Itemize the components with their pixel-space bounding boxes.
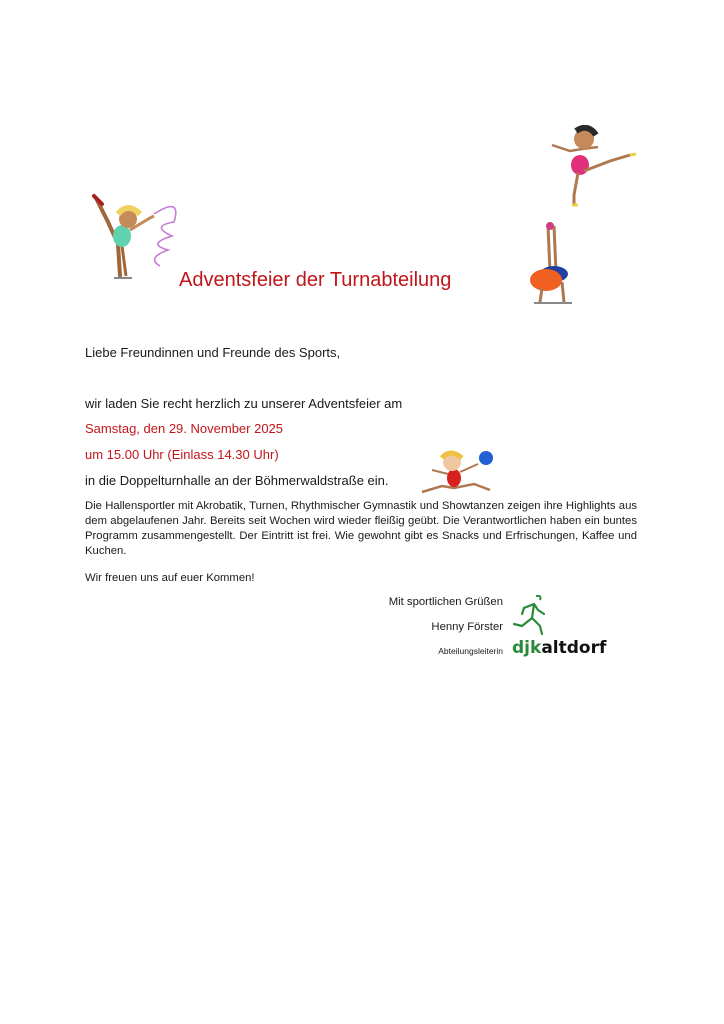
- page-title: Adventsfeier der Turnabteilung: [179, 269, 452, 291]
- event-location: in die Doppelturnhalle an der Böhmerwaldstraße ein.: [85, 473, 389, 488]
- gymnast-ball-illustration: [418, 448, 498, 498]
- djk-altdorf-logo: [512, 594, 612, 664]
- greeting: Liebe Freundinnen und Freunde des Sports,: [85, 345, 341, 360]
- runner-logo-icon: [512, 594, 552, 638]
- signer-name: Henny Förster: [431, 621, 503, 633]
- event-time: um 15.00 Uhr (Einlass 14.30 Uhr): [85, 447, 279, 462]
- signer-role: Abteilungsleiterin: [438, 646, 503, 656]
- closing-line: Wir freuen uns auf euer Kommen!: [85, 572, 255, 584]
- gymnast-backbend-illustration: [528, 218, 578, 306]
- invitation-text: wir laden Sie recht herzlich zu unserer Adventsfeier am: [85, 396, 403, 411]
- logo-text-altdorf: altdorf: [541, 638, 607, 658]
- event-date: Samstag, den 29. November 2025: [85, 421, 284, 436]
- signoff: Mit sportlichen Grüßen: [388, 596, 503, 608]
- body-paragraph: Die Hallensportler mit Akrobatik, Turnen, Rhythmischer Gymnastik und Showtanzen zeigen ihre Highlights aus dem abgelaufenen Jahr. Bereits seit Wochen wird wieder fleißig geübt. Die Verantwortlichen haben ein buntes Programm zusammengestellt. Der Eintritt ist frei. Wie gewohnt gibt es Snacks und Erfrischungen, Kaffee und Kuchen.: [85, 500, 637, 557]
- gymnast-leap-illustration: [548, 125, 638, 210]
- logo-text-djk: djk: [512, 638, 542, 658]
- gymnast-ribbon-illustration: [90, 192, 190, 282]
